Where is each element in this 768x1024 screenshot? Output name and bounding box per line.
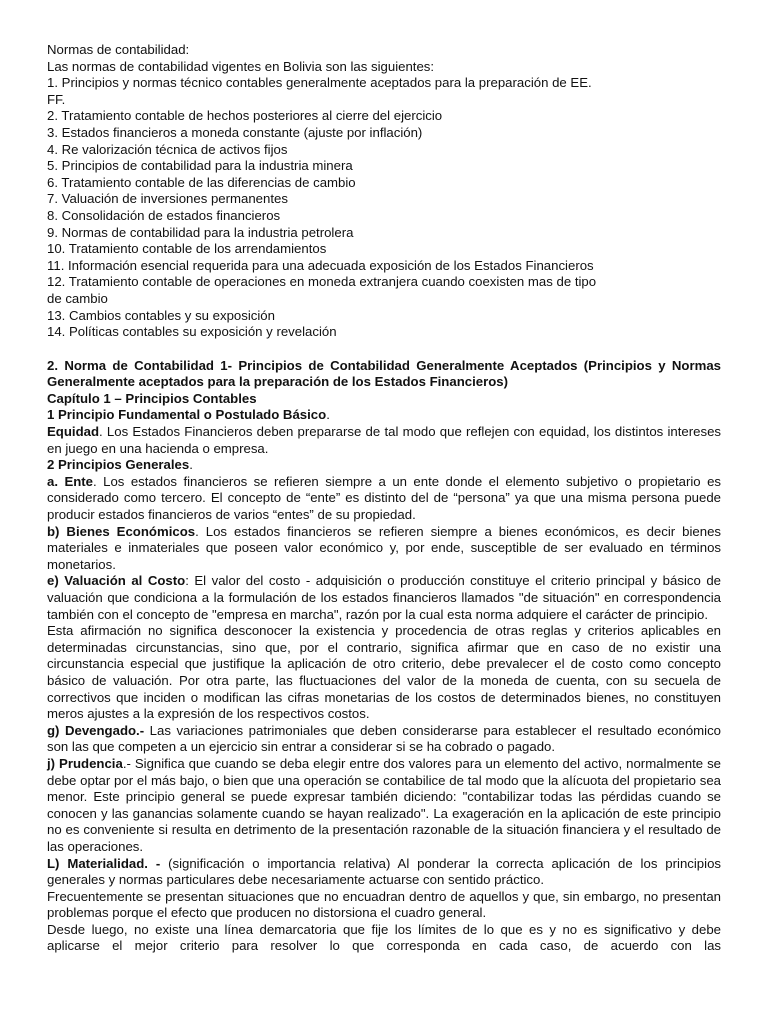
paragraph-materialidad: L) Materialidad. - (significación o importancia relativa) Al ponderar la correcta aplicación de los principios generales y normas particulares debe necesariamente actuarse con sentido práctico. <box>47 855 721 888</box>
list-item: 12. Tratamiento contable de operaciones en moneda extranjera cuando coexisten mas de tipo <box>47 274 597 290</box>
subheading-text: 2 Principios Generales <box>47 457 190 473</box>
term-prudencia: j) Prudencia <box>47 755 123 771</box>
chapter-title: Capítulo 1 – Principios Contables <box>47 390 257 406</box>
section-heading: 2. Norma de Contabilidad 1- Principios de Contabilidad Generalmente Aceptados (Principios y Normas Generalmente aceptados para la preparación de los Estados Financieros) <box>47 357 721 390</box>
list-item: 3. Estados financieros a moneda constante (ajuste por inflación) <box>47 124 423 140</box>
paragraph-costo-2: Esta afirmación no significa desconocer la existencia y procedencia de otras reglas y criterios aplicables en determinadas circunstancias, sino que, por el contrario, significa afirmar que en caso de no existir una circunstancia especial que justifique la aplicación de otro criterio, debe prevalecer el de costo como concepto básico de valuación. Por otra parte, las fluctuaciones del valor de la moneda de cuenta, con su secuela de correctivos que inciden o modifican las cifras monetarias de los costos de determinados bienes, no constituyen meros ajustes a la expresión de los respectivos costos. <box>47 623 721 722</box>
list-item: 2. Tratamiento contable de hechos posteriores al cierre del ejercicio <box>47 108 443 124</box>
list-item: 11. Información esencial requerida para una adecuada exposición de los Estados Financieros <box>47 257 594 273</box>
paragraph-equidad: Equidad. Los Estados Financieros deben prepararse de tal modo que reflejen con equidad, los distintos intereses en juego en una hacienda o empresa. <box>47 424 721 456</box>
term-materialidad: L) Materialidad. - <box>47 855 161 871</box>
paragraph-materialidad-2: Frecuentemente se presentan situaciones que no encuadran dentro de aquellos y que, sin embargo, no presentan problemas porque el efecto que producen no distorsiona el cuadro general. <box>47 888 721 921</box>
list-title: Normas de contabilidad: <box>47 42 190 57</box>
list-item: 7. Valuación de inversiones permanentes <box>47 191 288 207</box>
list-item: FF. <box>47 91 66 107</box>
list-item: de cambio <box>47 290 108 306</box>
paragraph-prudencia: j) Prudencia.- Significa que cuando se deba elegir entre dos valores para un elemento del activo, normalmente se debe optar por el más bajo, o bien que una operación se contabilice de tal modo que la alícuota del propietario sea menor. Este principio general se puede expresar también diciendo: "contabilizar todas las pérdidas cuando se conocen y las ganancias solamente cuando se hayan realizado". La exageración en la aplicación de este principio no es conveniente si resulta en detrimento de la presentación razonable de la situación financiera y el resultado de las operaciones. <box>47 755 722 854</box>
list-intro: Las normas de contabilidad vigentes en Bolivia son las siguientes: <box>47 58 435 74</box>
list-item: 6. Tratamiento contable de las diferencias de cambio <box>47 174 356 190</box>
paragraph-costo: e) Valuación al Costo: El valor del costo - adquisición o producción constituye el criterio principal y básico de valuación que condiciona a la formulación de los estados financieros llamados "de situación" en correspondencia también con el concepto de "empresa en marcha", razón por la cual esta norma adquiere el carácter de principio. <box>47 573 721 622</box>
term-costo: e) Valuación al Costo <box>47 573 186 589</box>
list-item: 9. Normas de contabilidad para la industria petrolera <box>47 224 354 240</box>
subheading-text: 1 Principio Fundamental o Postulado Básico <box>47 407 327 423</box>
paragraph-devengado: g) Devengado.- Las variaciones patrimoniales que deben considerarse para establecer el resultado económico son las que competen a un ejercicio sin entrar a considerar si se ha cobrado o pagado. <box>47 722 722 755</box>
subheading-generales: 2 Principios Generales. <box>47 457 193 473</box>
term-ente: a. Ente <box>47 473 94 489</box>
list-item: 4. Re valorización técnica de activos fijos <box>47 141 288 157</box>
term-equidad: Equidad <box>47 424 100 440</box>
list-item: 1. Principios y normas técnico contables generalmente aceptados para la preparación de EE. <box>47 75 592 91</box>
document-page <box>47 42 721 955</box>
paragraph-ente: a. Ente. Los estados financieros se refieren siempre a un ente donde el elemento subjetivo o propietario es considerado como tercero. El concepto de “ente” es distinto del de “persona” ya que una misma persona puede producir estados financieros de varios “entes” de su propiedad. <box>47 473 721 523</box>
term-devengado: g) Devengado.- <box>47 722 145 738</box>
norms-list <box>47 75 721 341</box>
list-item: 10. Tratamiento contable de los arrendamientos <box>47 241 327 257</box>
spacer <box>47 341 721 358</box>
list-item: 14. Políticas contables su exposición y revelación <box>47 324 337 340</box>
subheading-fundamental: 1 Principio Fundamental o Postulado Básico. <box>47 407 330 423</box>
list-item: 13. Cambios contables y su exposición <box>47 307 275 323</box>
paragraph-bienes: b) Bienes Económicos. Los estados financieros se refieren siempre a bienes económicos, es decir bienes materiales e inmateriales que poseen valor económico y, por ende, susceptible de ser evaluado en términos monetarios. <box>47 523 722 572</box>
paragraph-materialidad-3: Desde luego, no existe una línea demarcatoria que fije los límites de lo que es y no es significativo y debe aplicarse el mejor criterio para resolver lo que corresponda en cada caso, de acuerdo con las <box>47 921 721 954</box>
term-bienes: b) Bienes Económicos <box>47 523 196 539</box>
list-item: 8. Consolidación de estados financieros <box>47 207 281 223</box>
list-item: 5. Principios de contabilidad para la industria minera <box>47 158 353 174</box>
